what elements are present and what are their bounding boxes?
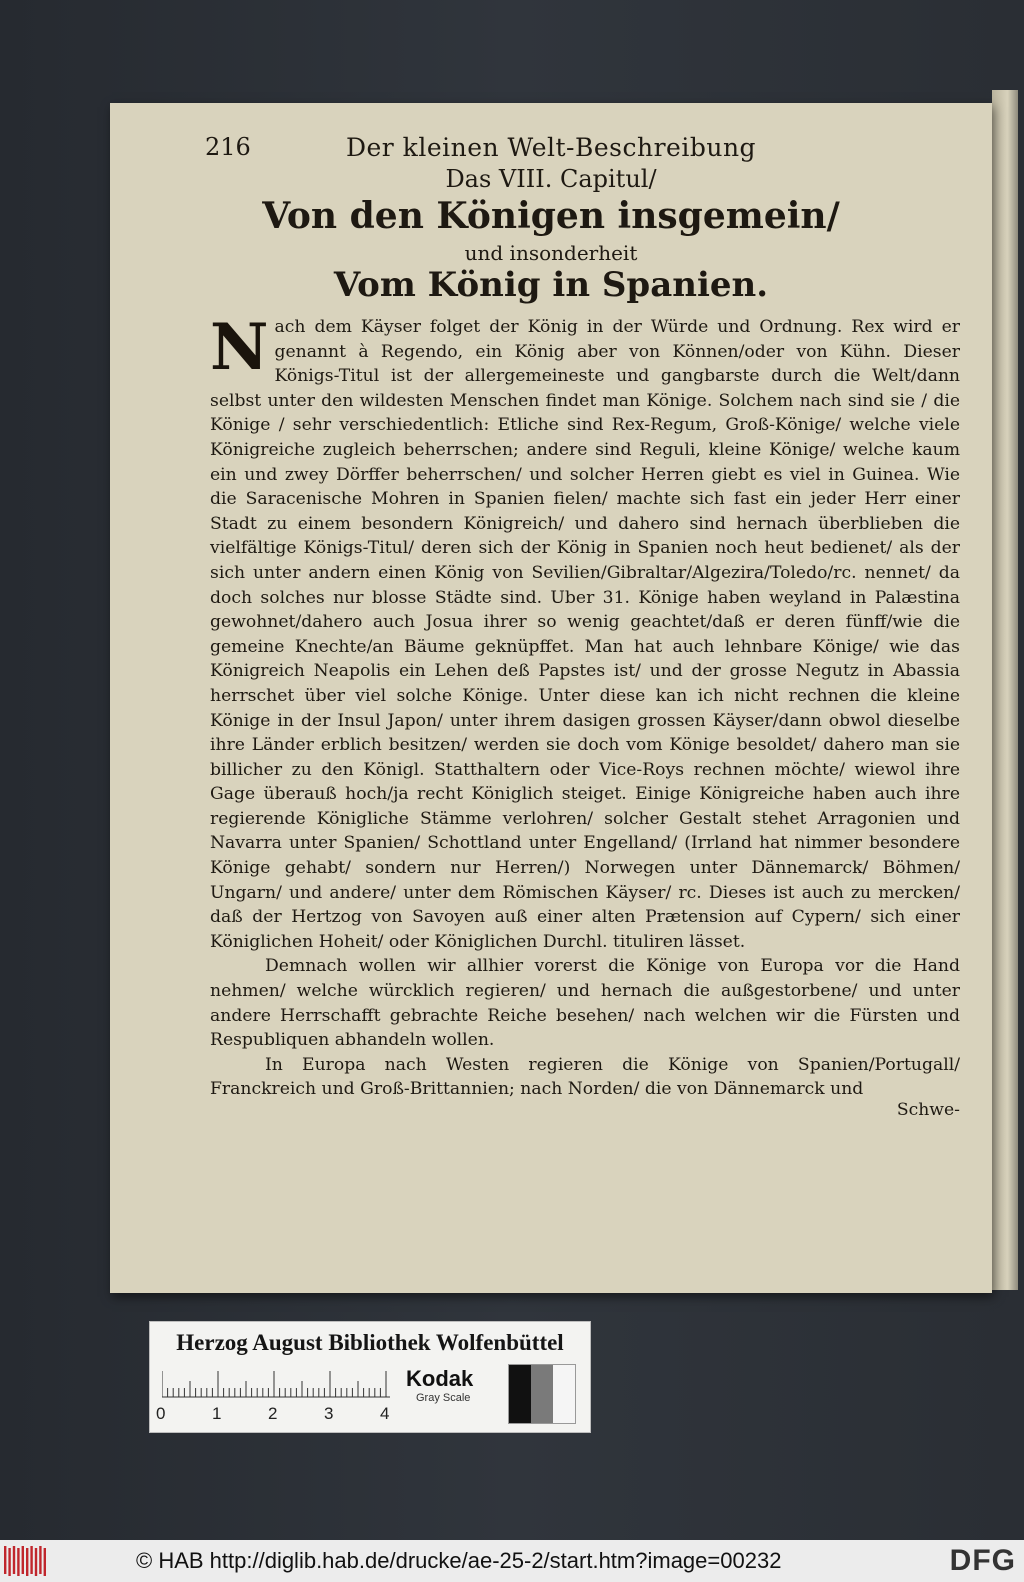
hab-logo-icon <box>4 1546 48 1576</box>
copyright-link[interactable]: © HAB http://diglib.hab.de/drucke/ae-25-2/start.htm?image=00232 <box>136 1548 782 1573</box>
logo-bar <box>39 1546 41 1574</box>
logo-bar <box>22 1546 24 1574</box>
chapter-title-second: Vom König in Spanien. <box>333 265 769 305</box>
library-name: Herzog August Bibliothek Wolfenbüttel <box>176 1330 564 1355</box>
gray-swatches <box>508 1364 576 1424</box>
ruler-label: 0 <box>156 1404 166 1423</box>
swatch-gray <box>531 1365 553 1423</box>
kodak-logo: Kodak <box>406 1366 474 1391</box>
logo-bar <box>35 1548 37 1576</box>
ruler-label: 1 <box>212 1404 222 1423</box>
drop-cap: N <box>210 310 269 385</box>
swatch-white <box>553 1365 575 1423</box>
ruler-label: 4 <box>380 1404 390 1423</box>
page-number: 216 <box>205 133 251 161</box>
footer-bar <box>0 1540 1024 1582</box>
book-page <box>110 103 992 1293</box>
chapter-subtitle: und insonderheit <box>464 241 638 265</box>
catchword: Schwe- <box>896 1100 960 1120</box>
logo-bar <box>8 1548 10 1576</box>
ruler-label: 3 <box>324 1404 334 1423</box>
logo-bar <box>30 1546 32 1574</box>
paragraph-2: Demnach wollen wir allhier vorerst die Könige von Europa vor die Hand nehmen/ welche würcklich regieren/ und hernach die außgestorbene/ und unter andere Herrschafft gebrachte Reiche besehen/ nach welchen wir die Fürsten und Respubliquen abhandeln wollen. <box>210 956 960 1051</box>
paragraph-1 <box>210 310 960 954</box>
logo-bar <box>4 1546 6 1574</box>
dfg-logo: DFG <box>949 1544 1016 1577</box>
logo-bar <box>44 1548 46 1576</box>
logo-bar <box>13 1546 15 1574</box>
logo-bar <box>17 1548 19 1576</box>
gray-scale-label: Gray Scale <box>416 1392 471 1404</box>
next-page-edge <box>992 90 1018 1290</box>
running-head: Der kleinen Welt-Beschreibung <box>345 133 757 162</box>
swatch-black <box>509 1365 531 1423</box>
paragraph-1-text: ach dem Käyser folget der König in der Würde und Ordnung. Rex wird er genannt à Regendo, ein König aber von Können/oder von Kühn. Dieser Königs-Titul ist der allergemeineste und gangbarste durch die Welt/dann selbst unter den wildesten Menschen findet man Könige. Solchem nach sind sie / die Könige / sehr verschiedentlich: Etliche sind Rex-Regum, Groß-Könige/ welche viele Königreiche zugleich beherrschen; andere sind Reguli, kleine Könige/ welche kaum ein und zwey Dörffer beherrschen/ und solcher Herren giebt es viel in Guinea. Wie die Saracenische Mohren in Spanien fielen/ machte sich fast ein jeder Herr einer Stadt zu einem besondern Königreich/ und dahero sind hernach überblieben die vielfältige Königs-Titul/ deren sich der König in Spanien noch heut bedienet/ als der sich unter andern einen König von Sevilien/Gibraltar/Algezira/Toledo/rc. nennet/ da doch solches nur blosse Städte sind. Uber 31. Könige haben weyland in Palæstina gewohnet/dahero auch Josua ihrer so wenig geachtet/daß er deren fünff/wie die gemeine Knechte/an Bäume geknüpffet. Man hat auch lehnbare Könige/ wie das Königreich Neapolis ein Lehen deß Papstes ist/ und der grosse Negutz in Abassia herrschet über viel solche Könige. Unter diese kan ich nicht rechnen die kleine Könige in der Insul Japon/ unter ihrem dasigen grossen Käyser/dann obwol dieselbe ihre Länder erblich besitzen/ werden sie doch vom Könige besoldet/ dahero man sie billicher zu den Königl. Statthaltern oder Vice-Roys rechnen möchte/ wiewol ihre Gage überauß hoch/ja recht Königlich steiget. Einige Königreiche haben auch ihre regierende Königliche Stämme verlohren/ solcher Gestalt stehet Arragonien und Navarra unter Spanien/ Schottland unter Engelland/ (Irrland hat nimmer besondere Könige gehabt/ sondern nur Herren/) Norwegen unter Dännemarck/ Böhmen/ Ungarn/ und andere/ unter dem Römischen Käyser/ rc. Dieses ist auch zu mercken/ daß der Hertzog von Savoyen auß einer alten Prætension auf Cypern/ sich einer Königlichen Hoheit/ oder Königlichen Durchl. tituliren lässet. <box>210 317 960 952</box>
logo-bar <box>26 1548 28 1576</box>
ruler-scale <box>162 1370 390 1398</box>
chapter-number: Das VIII. Capitul/ <box>445 165 657 193</box>
body-text <box>210 310 960 1123</box>
color-calibration-card <box>149 1321 591 1433</box>
chapter-title: Von den Königen insgemein/ <box>262 195 840 237</box>
paragraph-3: In Europa nach Westen regieren die Könige von Spanien/Portugall/ Franckreich und Groß-Brittannien; nach Norden/ die von Dännemarck und <box>210 1054 960 1100</box>
ruler-label: 2 <box>268 1404 278 1423</box>
